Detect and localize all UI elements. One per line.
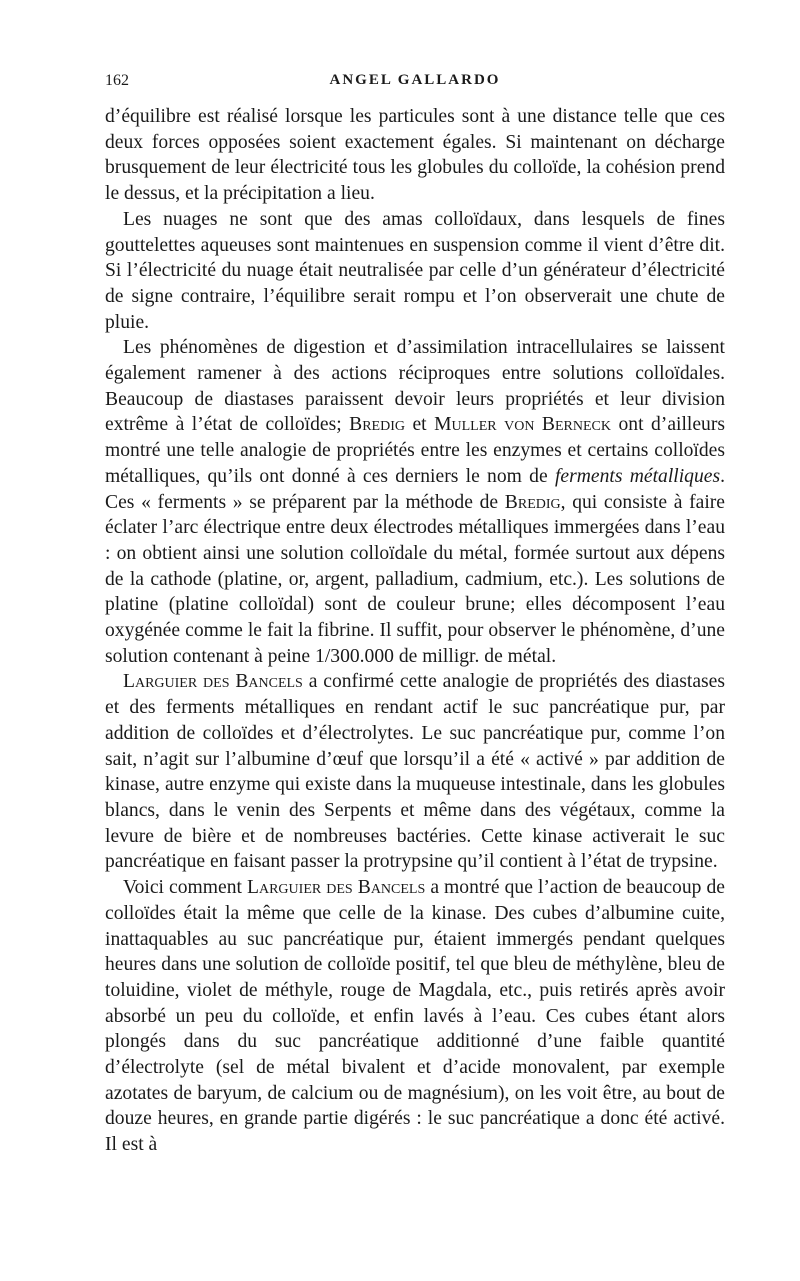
text-run: Les phénomènes de digestion et d’assimilation intracellulaires se laissent également ramener à des actions réciproques entre solutions colloïdales. Beaucoup de diastases paraissent devoir leurs propriétés et leur division extrême à l’état de colloïdes; — [105, 337, 725, 436]
paragraph — [105, 104, 725, 207]
text-run: , qui consiste à faire éclater l’arc électrique entre deux électrodes métalliques immergées dans l’eau : on obtient ainsi une solution colloïdale du métal, formée surtout aux dépens de la cathode (platine, or, argent, palladium, cadmium, etc.). Les solutions de platine (platine colloïdal) sont de couleur brune; elles décomposent l’eau oxygénée comme le fait la fibrine. Il suffit, pour observer le phénomène, d’une solution contenant à peine 1/300.000 de milligr. de métal. — [105, 491, 725, 667]
body-text — [105, 104, 725, 1158]
text-run: a montré que l’action de beaucoup de colloïdes était la même que celle de la kinase. Des cubes d’albumine cuite, inattaquables au suc pancréatique pur, étaient immergés pendant quelques heures dans une solution de colloïde positif, tel que bleu de méthylène, bleu de toluidine, violet de méthyle, rouge de Magdala, etc., puis retirés après avoir absorbé un peu du colloïde, et enfin lavés à l’eau. Ces cubes étant alors plongés dans du suc pancréatique additionné d’une faible quantité d’électrolyte (sel de métal bivalent et d’acide monovalent, par exemple azotates de baryum, de calcium ou de magnésium), on les voit être, au bout de douze heures, en grande partie digérés : le suc pancréatique a donc été activé. Il est à — [105, 877, 725, 1156]
paragraph — [105, 335, 725, 669]
running-head — [105, 70, 725, 96]
paragraph — [105, 207, 725, 336]
author-name: Muller von Berneck — [434, 414, 611, 436]
italic-term: ferments métalliques — [554, 465, 721, 487]
author-name: Larguier des Bancels — [247, 877, 426, 899]
author-name: Bredig — [349, 414, 405, 436]
author-name: Larguier des Bancels — [123, 671, 303, 693]
text-run: a confirmé cette analogie de propriétés des diastases et des ferments métalliques en rendant actif le suc pancréatique pur, par addition de colloïdes et d’électrolytes. Le suc pancréatique pur, comme l’on sait, n’agit sur l’albumine d’œuf que lorsqu’il a été « activé » par addition de kinase, autre enzyme qui existe dans la muqueuse intestinale, dans les globules blancs, dans le venin des Serpents et même dans des végétaux, comme la levure de bière et de nombreuses bactéries. Cette kinase activerait le suc pancréatique en faisant passer la protrypsine qu’il contient à l’état de trypsine. — [105, 671, 726, 873]
text-run: d’équilibre est réalisé lorsque les particules sont à une distance telle que ces deux forces opposées soient exactement égales. Si maintenant on décharge brusquement de leur électricité tous les globules du colloïde, la cohésion prend le dessus, et la précipitation a lieu. — [105, 106, 725, 205]
text-run: Les nuages ne sont que des amas colloïdaux, dans lesquels de fines gouttelettes aqueuses sont maintenues en suspension comme il vient d’être dit. Si l’électricité du nuage était neutralisée par celle d’un générateur d’électricité de signe contraire, l’équilibre serait rompu et l’on observerait une chute de pluie. — [105, 208, 725, 333]
book-page — [105, 70, 725, 1158]
paragraph — [105, 875, 725, 1158]
running-title: ANGEL GALLARDO — [329, 72, 501, 88]
text-run: ont d’ailleurs montré une telle analogie de propriétés entre les enzymes et certains colloïdes métalliques, qu’ils ont donné à ces derniers le nom de — [105, 414, 725, 487]
page-number: 162 — [105, 72, 129, 89]
text-run: . Ces « ferments » se préparent par la méthode de — [105, 465, 725, 513]
author-name: Bredig — [504, 491, 561, 513]
paragraph — [105, 669, 725, 875]
text-run: et — [404, 414, 435, 436]
text-run: Voici comment — [123, 877, 248, 899]
